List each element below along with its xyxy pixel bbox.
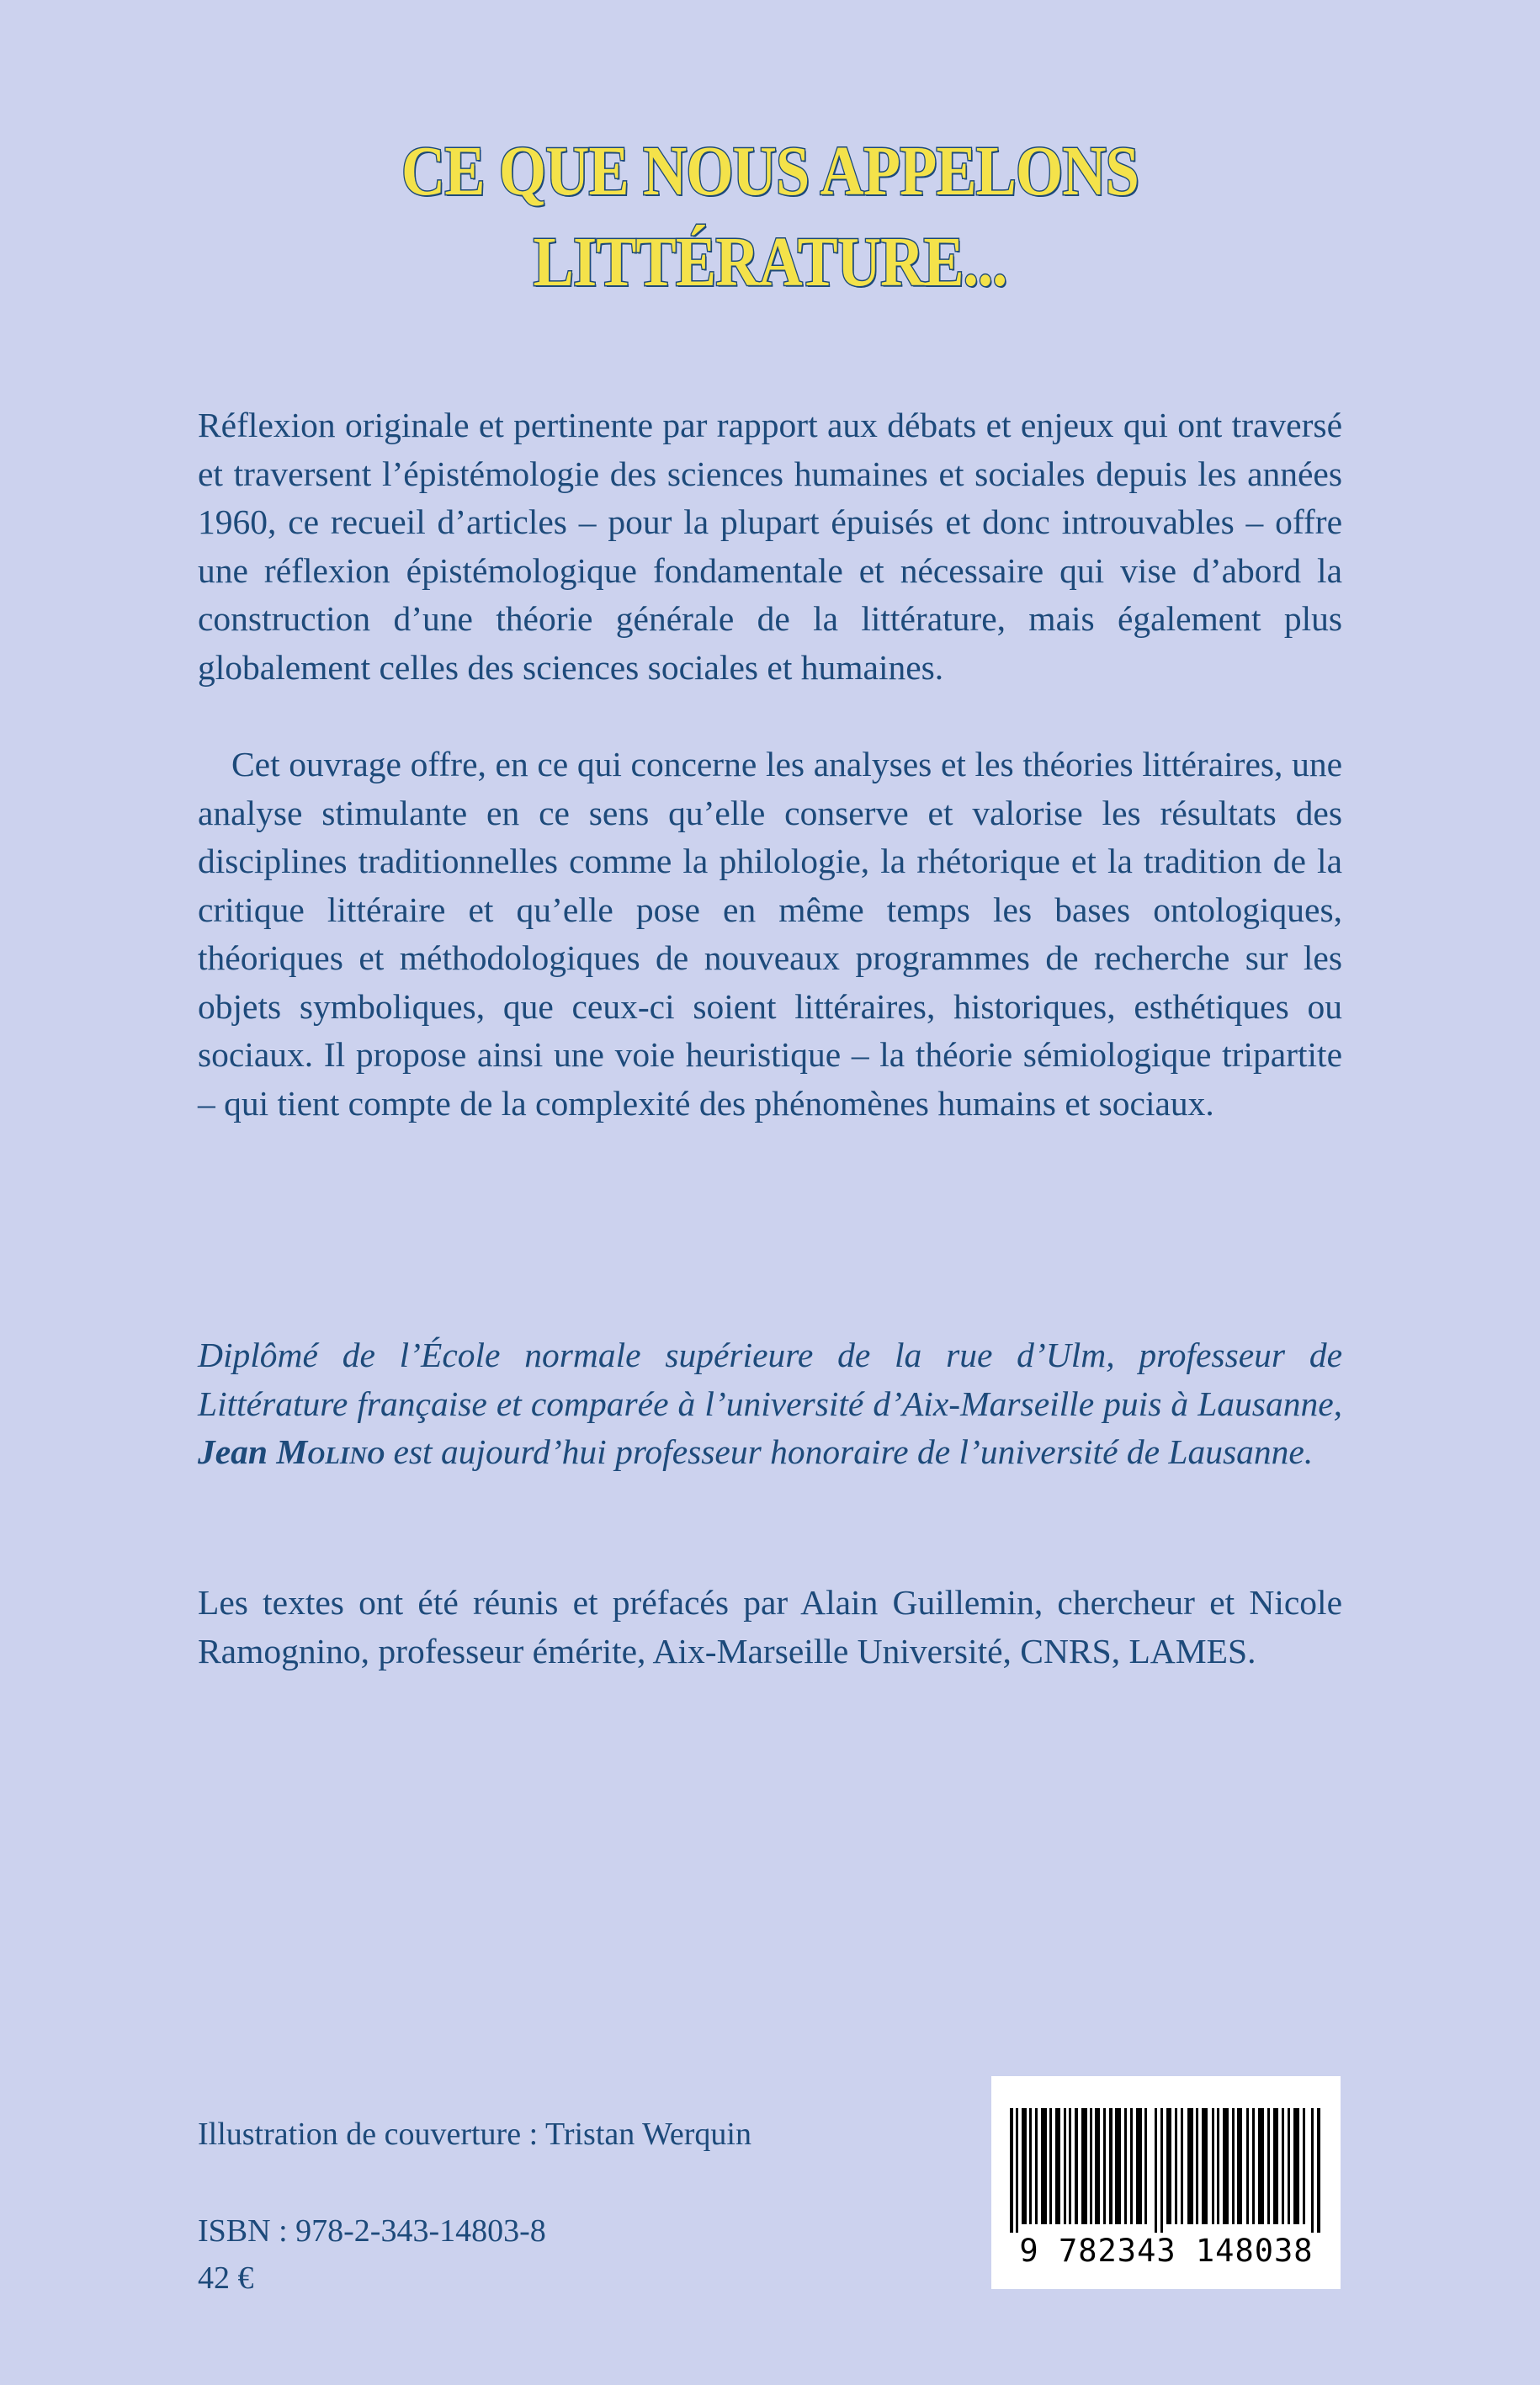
author-first-name: Jean [198,1432,277,1471]
blurb-paragraph-1 [198,401,1342,692]
author-bio [198,1331,1342,1477]
barcode [991,2076,1341,2289]
paragraph-2-text: Cet ouvrage offre, en ce qui concerne les analyses et les théories littéraires, une analyse stimulante en ce sens qu’elle conserve et valorise les résultats des disciplines traditionnelles comme la philologie, la rhétorique et la tradition de la critique littéraire et qu’elle pose en même temps les bases ontologiques, théoriques et méthodologiques de nouveaux programmes de recherche sur les objets symboliques, que ceux-ci soient littéraires, historiques, esthétiques ou sociaux. Il propose ainsi une voie heuristique – la théorie sémiologique tripartite – qui tient compte de la complexité des phénomènes humains et sociaux. [198,745,1342,1123]
price: 42 € [198,2260,254,2296]
editors-credits: Les textes ont été réunis et préfacés par Alain Guillemin, chercheur et Nicole Ramognino, professeur émérite, Aix-Marseille Université, CNRS, LAMES. [198,1583,1342,1671]
blurb-paragraph-2 [198,741,1342,1128]
author-name [198,1432,385,1471]
title-line-2: LITTÉRATURE... [533,223,1007,301]
paragraph-1-text: Réflexion originale et pertinente par rapport aux débats et enjeux qui ont traversé et traversent l’épistémologie des sciences humaines et sociales depuis les années 1960, ce recueil d’articles – pour la plupart épuisés et donc introuvables – offre une réflexion épistémologique fondamentale et nécessaire qui vise d’abord la construction d’une théorie générale de la littérature, mais également plus globalement celles des sciences sociales et humaines. [198,406,1342,687]
book-title [108,126,1432,308]
isbn: ISBN : 978-2-343-14803-8 [198,2213,546,2249]
author-last-name: Molino [276,1432,385,1471]
illustration-credit: Illustration de couverture : Tristan Werquin [198,2117,751,2152]
barcode-bars [1010,2108,1323,2233]
barcode-digits: 9 782343 148038 [1019,2233,1314,2269]
bio-text-after: est aujourd’hui professeur honoraire de l’université de Lausanne. [385,1432,1314,1471]
bio-text-before: Diplômé de l’École normale supérieure de la rue d’Ulm, professeur de Littérature française et comparée à l’université d’Aix-Marseille puis à Lausanne, [198,1336,1342,1423]
title-line-1: CE QUE NOUS APPELONS [401,132,1139,210]
